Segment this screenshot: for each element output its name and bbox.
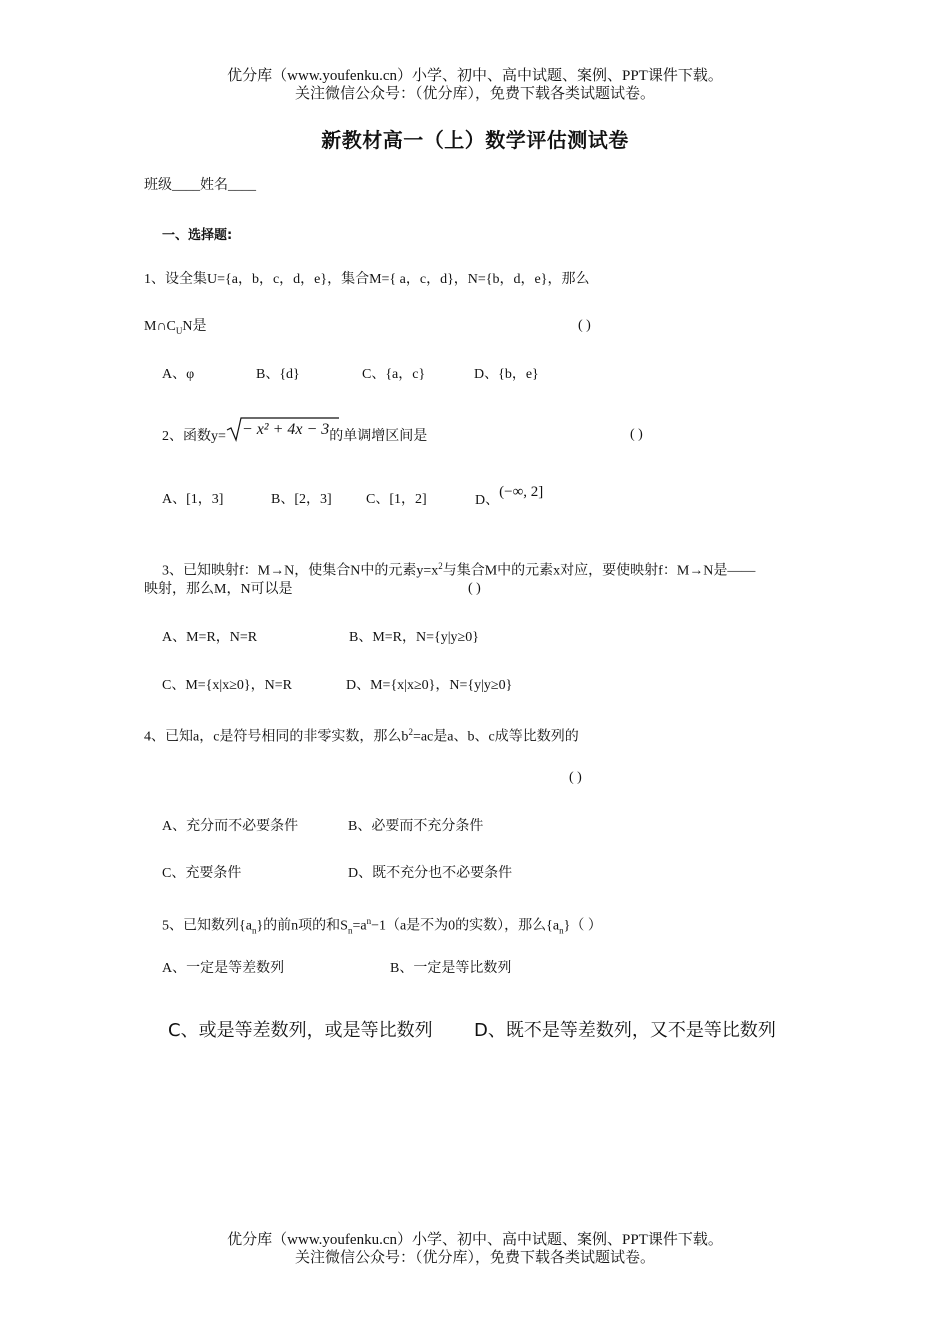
q5-stem-part-a: 5、已知数列{a <box>162 918 252 934</box>
q5-stem-part-e: }（ ） <box>563 918 602 934</box>
q2-option-d <box>475 484 544 511</box>
q4-stem <box>144 722 579 748</box>
q2-stem-part-a: 2、函数y= <box>162 429 226 444</box>
radical-sign-icon <box>226 416 340 442</box>
q1-stem: 1、设全集U={a，b，c，d，e}，集合M={ a，c，d}，N={b，d，e}，那么 <box>144 272 590 287</box>
q2-option-c: C、[1，2] <box>366 492 427 507</box>
q2-radicand: − x² + 4x − 3 <box>241 421 330 438</box>
header-line-1: 优分库（www.youfenku.cn）小学、初中、高中试题、案例、PPT课件下载。 <box>227 68 723 84</box>
student-info: 班级____姓名____ <box>144 178 256 193</box>
q4-option-a: A、充分而不必要条件 <box>162 819 299 834</box>
q3-answer-paren: ( ) <box>468 581 481 596</box>
q1-answer-paren: ( ) <box>578 318 591 333</box>
q1-option-a: A、φ <box>162 367 195 382</box>
q5-option-d: D、既不是等差数列，又不是等比数列 <box>474 1020 776 1041</box>
q2-option-a: A、[1，3] <box>162 492 224 507</box>
footer-line-2: 关注微信公众号：（优分库），免费下载各类试题试卷。 <box>294 1250 655 1266</box>
q2-answer-paren: ( ) <box>630 427 643 442</box>
q3-option-d: D、M={x|x≥0}，N={y|y≥0} <box>346 678 513 693</box>
q4-answer-paren: ( ) <box>569 770 582 785</box>
q1-stem2-part-b: N是 <box>182 319 207 334</box>
q2-sqrt-expression <box>226 420 329 440</box>
q2-option-d-interval: (−∞, 2] <box>499 484 544 500</box>
q1-stem-2 <box>144 317 207 341</box>
q3-stem-part-a: 3、已知映射f：M→N，使集合N中的元素y=x <box>162 563 439 579</box>
q1-option-b: B、{d} <box>256 367 300 382</box>
q4-option-b: B、必要而不充分条件 <box>348 819 484 834</box>
q5-option-a: A、一定是等差数列 <box>162 961 285 976</box>
q2-stem <box>162 421 428 447</box>
q5-stem-part-c: =a <box>352 918 367 934</box>
q5-stem <box>162 911 602 940</box>
q5-stem-part-b: }的前n项的和S <box>256 918 348 934</box>
q5-sub-3: n <box>559 925 564 936</box>
q4-stem-sup: 2 <box>408 727 413 737</box>
q1-stem2-part-a: M∩C <box>144 319 176 334</box>
q5-stem-part-d: −1（a是不为0的实数），那么{a <box>371 918 560 934</box>
q3-option-b: B、M=R，N={y|y≥0} <box>349 630 479 645</box>
q1-option-c: C、{a，c} <box>362 367 426 382</box>
footer-line-1: 优分库（www.youfenku.cn）小学、初中、高中试题、案例、PPT课件下载。 <box>227 1232 723 1248</box>
q3-stem <box>162 556 755 582</box>
q2-stem-part-b: 的单调增区间是 <box>329 429 428 444</box>
q3-stem-2: 映射，那么M，N可以是 <box>144 582 293 597</box>
q5-option-c: C、或是等差数列，或是等比数列 <box>168 1020 433 1041</box>
q3-option-a: A、M=R，N=R <box>162 630 258 645</box>
q2-option-b: B、[2，3] <box>271 492 332 507</box>
q4-option-d: D、既不充分也不必要条件 <box>348 866 513 881</box>
q1-stem2-sub: U <box>175 325 183 336</box>
q4-stem-part-a: 4、已知a，c是符号相同的非零实数，那么b <box>144 729 409 745</box>
q3-option-c: C、M={x|x≥0}，N=R <box>162 678 292 693</box>
q4-option-c: C、充要条件 <box>162 866 242 881</box>
header-line-2: 关注微信公众号：（优分库），免费下载各类试题试卷。 <box>294 86 655 102</box>
section-heading: 一、选择题: <box>162 228 233 243</box>
q1-option-d: D、{b，e} <box>474 367 539 382</box>
q4-stem-part-b: =ac是a、b、c成等比数列的 <box>412 729 579 745</box>
q3-stem-part-b: 与集合M中的元素x对应，要使映射f：M→N是—— <box>442 563 756 579</box>
page-title: 新教材高一（上）数学评估测试卷 <box>321 128 629 152</box>
q5-sub-1: n <box>251 925 257 936</box>
q5-sup: n <box>366 916 372 926</box>
q3-stem-sup: 2 <box>438 561 443 571</box>
q2-option-d-label: D、 <box>475 493 500 508</box>
q5-sub-2: n <box>347 925 353 936</box>
q5-option-b: B、一定是等比数列 <box>390 961 512 976</box>
